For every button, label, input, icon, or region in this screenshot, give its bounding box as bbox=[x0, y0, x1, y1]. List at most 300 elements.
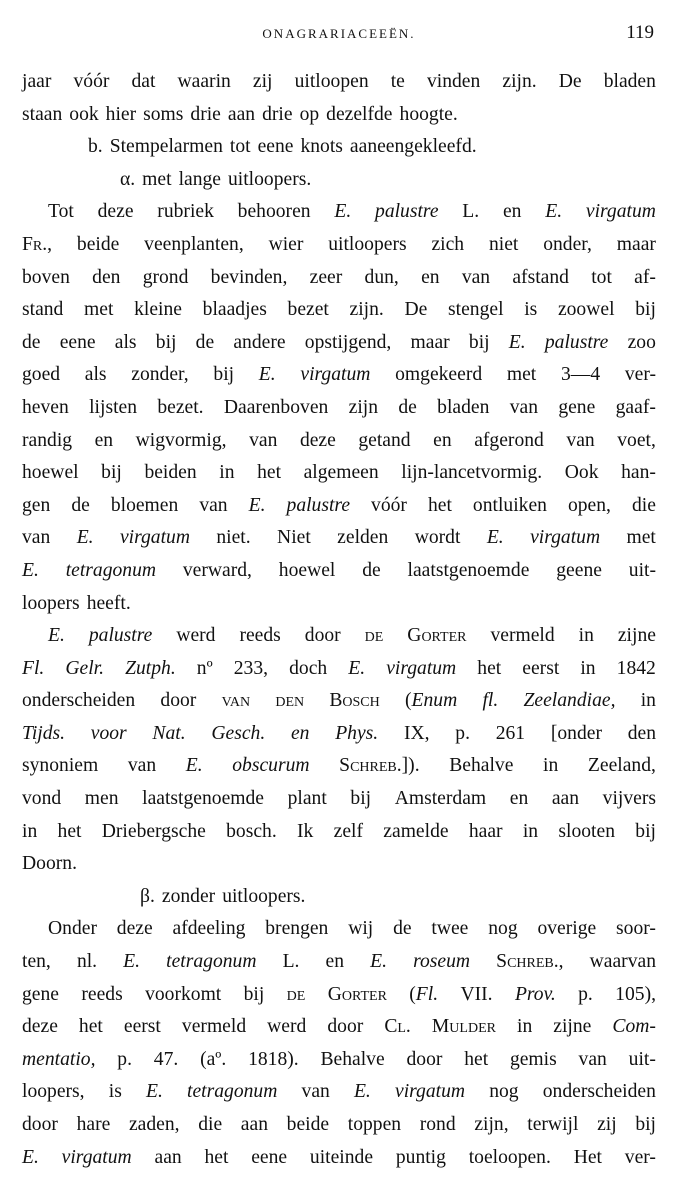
word: bloemen bbox=[110, 494, 179, 516]
word: puntig bbox=[395, 1146, 446, 1168]
word: deze bbox=[97, 201, 134, 223]
word: werd bbox=[267, 1016, 307, 1038]
text-line bbox=[22, 979, 656, 1012]
word: haar bbox=[468, 820, 503, 842]
word: E. bbox=[348, 657, 366, 679]
word: wordt bbox=[414, 527, 461, 549]
word: ook bbox=[69, 103, 99, 125]
word: tot bbox=[591, 266, 612, 288]
word: p. bbox=[455, 722, 470, 744]
word: waarvan bbox=[589, 951, 656, 973]
body-text bbox=[22, 66, 656, 1174]
word: De bbox=[558, 71, 582, 92]
word: kleine bbox=[134, 299, 182, 321]
word: andere bbox=[233, 331, 286, 353]
word: voorkomt bbox=[145, 983, 222, 1005]
word: uitloopers bbox=[328, 233, 407, 255]
word: het bbox=[57, 820, 82, 842]
word: wigvormig, bbox=[135, 429, 227, 451]
word: hoewel bbox=[22, 462, 79, 484]
text-line bbox=[22, 490, 656, 523]
word: uit- bbox=[628, 1048, 656, 1070]
text-line bbox=[22, 164, 656, 197]
word: palustre bbox=[88, 625, 153, 647]
word: het bbox=[427, 494, 452, 516]
word: E. bbox=[545, 201, 563, 223]
text-line bbox=[22, 816, 656, 849]
word: gen bbox=[22, 494, 51, 516]
word: Amsterdam bbox=[394, 788, 487, 810]
word: Gorter bbox=[327, 983, 387, 1005]
word: Gesch. bbox=[211, 722, 266, 744]
word: Ook bbox=[564, 462, 599, 484]
word: open, bbox=[567, 494, 611, 516]
word: loopers, bbox=[22, 1081, 85, 1103]
word: plant bbox=[287, 788, 327, 810]
word: vinden bbox=[426, 71, 481, 92]
word: te bbox=[390, 71, 405, 92]
word: beide bbox=[76, 233, 120, 255]
text-line bbox=[22, 1044, 656, 1077]
word: gemis bbox=[509, 1048, 557, 1070]
word: bezet bbox=[287, 299, 329, 321]
text-line bbox=[22, 327, 656, 360]
word: Com- bbox=[612, 1016, 656, 1038]
text-line bbox=[22, 1076, 656, 1109]
word: wij bbox=[348, 918, 374, 940]
word: wier bbox=[268, 233, 304, 255]
text-line bbox=[22, 881, 656, 914]
word: grond bbox=[142, 266, 189, 288]
word: Doorn. bbox=[22, 853, 77, 875]
word: E. bbox=[145, 1081, 163, 1103]
word: bladen bbox=[603, 71, 656, 92]
word: drie bbox=[190, 103, 221, 125]
word: rond bbox=[419, 1114, 456, 1135]
word: zeer bbox=[309, 266, 343, 288]
word: E. bbox=[185, 755, 203, 777]
word: onderscheiden bbox=[22, 690, 136, 712]
word: omgekeerd bbox=[395, 364, 483, 386]
text-line bbox=[22, 848, 656, 881]
word: zonder bbox=[161, 885, 216, 907]
word: han- bbox=[621, 462, 656, 484]
word: dezelfde bbox=[326, 103, 393, 125]
word: het bbox=[78, 1016, 103, 1038]
word: jaar bbox=[22, 71, 52, 92]
word: Behalve bbox=[320, 1048, 385, 1070]
word: p. bbox=[578, 983, 593, 1005]
word: onderscheiden bbox=[542, 1081, 656, 1103]
word: onder, bbox=[543, 233, 592, 255]
text-line bbox=[22, 653, 656, 686]
word: in bbox=[640, 690, 656, 712]
word: niet. bbox=[216, 527, 251, 549]
word: hier bbox=[105, 103, 137, 125]
text-line bbox=[22, 99, 656, 132]
word: p. bbox=[117, 1048, 132, 1070]
text-line bbox=[22, 294, 656, 327]
word: mentatio, bbox=[22, 1048, 96, 1070]
word: van bbox=[578, 1048, 607, 1070]
text-line bbox=[22, 392, 656, 425]
text-line bbox=[22, 1109, 656, 1142]
word: E. bbox=[486, 527, 504, 549]
word: virgatum bbox=[300, 364, 371, 386]
word: ver- bbox=[624, 1146, 656, 1168]
word: bezet. bbox=[157, 396, 204, 418]
word: van bbox=[127, 755, 157, 777]
word: 1842 bbox=[616, 657, 656, 679]
word: Zeelandiae, bbox=[523, 690, 616, 712]
word: β. bbox=[140, 885, 155, 907]
word: bij bbox=[635, 1114, 656, 1135]
word: Zutph. bbox=[125, 657, 176, 679]
word: stengel bbox=[448, 299, 504, 321]
word: den bbox=[627, 722, 656, 744]
word: Fr., bbox=[22, 233, 53, 255]
word: 105), bbox=[615, 983, 656, 1005]
word: Tijds. bbox=[22, 722, 66, 744]
word: maar bbox=[616, 233, 656, 255]
word: is bbox=[108, 1081, 122, 1103]
word: staan bbox=[22, 103, 63, 125]
word: heven bbox=[22, 396, 69, 418]
word: het bbox=[257, 462, 282, 484]
word: van bbox=[301, 1081, 330, 1103]
word: deze bbox=[299, 429, 336, 451]
word: Schreb., bbox=[496, 951, 564, 973]
word: eerst bbox=[123, 1016, 161, 1038]
word: De bbox=[404, 299, 428, 321]
word: stand bbox=[22, 299, 64, 321]
word: 261 bbox=[495, 722, 526, 744]
word: dun, bbox=[364, 266, 399, 288]
word: van bbox=[199, 494, 228, 516]
word: algemeen bbox=[303, 462, 379, 484]
word: in bbox=[578, 625, 594, 647]
word: zoo bbox=[627, 331, 656, 353]
word: Mulder bbox=[431, 1016, 496, 1038]
word: zijne bbox=[553, 1016, 592, 1038]
word: Gorter bbox=[407, 625, 467, 647]
word: E. bbox=[48, 625, 65, 647]
word: Onder bbox=[48, 918, 97, 940]
text-line bbox=[22, 718, 656, 751]
word: Ik bbox=[297, 820, 314, 842]
word: vóór bbox=[73, 71, 110, 92]
word: eene bbox=[257, 136, 294, 158]
word: E. bbox=[334, 201, 352, 223]
word: laatstgenoemde bbox=[407, 559, 530, 581]
word: zijn bbox=[348, 396, 379, 418]
word: L. bbox=[462, 201, 480, 223]
word: zijn, bbox=[474, 1114, 509, 1135]
page-number: 119 bbox=[626, 22, 654, 43]
word: drie bbox=[262, 103, 293, 125]
word: eene bbox=[251, 1146, 288, 1168]
word: virgatum bbox=[530, 527, 601, 549]
word: eerst bbox=[522, 657, 560, 679]
word: met bbox=[84, 299, 114, 321]
word: aan bbox=[240, 1114, 268, 1135]
word: Nat. bbox=[152, 722, 186, 744]
word: bij bbox=[468, 331, 490, 353]
word: b. bbox=[88, 136, 103, 158]
word: bevinden, bbox=[210, 266, 288, 288]
running-head: ONAGRARIACEEËN. bbox=[262, 26, 416, 41]
text-line bbox=[22, 522, 656, 555]
word: zich bbox=[431, 233, 465, 255]
word: virgatum bbox=[119, 527, 190, 549]
word: rubriek bbox=[157, 201, 214, 223]
word: de bbox=[364, 625, 384, 647]
word: met bbox=[142, 168, 172, 190]
word: 3—4 bbox=[560, 364, 601, 386]
word: Gelr. bbox=[65, 657, 105, 679]
word: zamelde bbox=[383, 820, 449, 842]
word: van bbox=[249, 429, 278, 451]
word: van bbox=[509, 396, 538, 418]
word: bosch. bbox=[226, 820, 277, 842]
word: die bbox=[198, 1114, 223, 1135]
word: lange bbox=[178, 168, 221, 190]
word: zij bbox=[252, 71, 273, 92]
word: tot bbox=[229, 136, 251, 158]
word: en bbox=[290, 722, 310, 744]
word: de bbox=[362, 559, 381, 581]
word: den bbox=[92, 266, 121, 288]
word: bladen bbox=[437, 396, 490, 418]
word: voor bbox=[90, 722, 127, 744]
word: vond bbox=[22, 788, 62, 810]
word: opstijgend, bbox=[304, 331, 392, 353]
word: Stempelarmen bbox=[109, 136, 223, 158]
word: palustre bbox=[544, 331, 609, 353]
word: synoniem bbox=[22, 755, 99, 777]
word: Behalve bbox=[449, 755, 514, 777]
text-line bbox=[22, 946, 656, 979]
word: uitloopers. bbox=[228, 168, 312, 190]
word: doch bbox=[289, 657, 328, 679]
word: nog bbox=[488, 918, 518, 940]
word: maar bbox=[410, 331, 450, 353]
word: slooten bbox=[558, 820, 615, 842]
word: die bbox=[631, 494, 656, 516]
word: het bbox=[464, 1048, 489, 1070]
word: 233, bbox=[233, 657, 269, 679]
word: eene bbox=[59, 331, 96, 353]
word: (aº. bbox=[200, 1048, 227, 1070]
word: palustre bbox=[286, 494, 351, 516]
word: de bbox=[398, 396, 417, 418]
word: E. bbox=[22, 1146, 39, 1168]
word: niet bbox=[488, 233, 519, 255]
word: Bosch bbox=[329, 690, 380, 712]
text-line bbox=[22, 457, 656, 490]
word: lijn-lancetvormig. bbox=[401, 462, 543, 484]
word: bij bbox=[635, 299, 656, 321]
word: gene bbox=[22, 983, 59, 1005]
word: brengen bbox=[265, 918, 329, 940]
word: en bbox=[94, 429, 114, 451]
word: vermeld bbox=[181, 1016, 247, 1038]
word: Phys. bbox=[335, 722, 379, 744]
word: en bbox=[325, 951, 345, 973]
word: tetragonum bbox=[65, 559, 157, 581]
word: boven bbox=[22, 266, 70, 288]
word: Zeeland, bbox=[587, 755, 656, 777]
word: zij bbox=[597, 1114, 617, 1135]
word: zonder, bbox=[131, 364, 189, 386]
word: (Fl. bbox=[409, 983, 439, 1005]
word: heeft. bbox=[86, 592, 131, 614]
page-header bbox=[22, 22, 656, 46]
text-line bbox=[22, 359, 656, 392]
word: [onder bbox=[550, 722, 602, 744]
word: hoewel bbox=[278, 559, 336, 581]
word: zoowel bbox=[557, 299, 615, 321]
text-line bbox=[22, 425, 656, 458]
word: en bbox=[509, 788, 529, 810]
word: af- bbox=[634, 266, 656, 288]
word: het bbox=[204, 1146, 229, 1168]
word: verward, bbox=[182, 559, 252, 581]
text-line bbox=[22, 66, 656, 99]
word: door bbox=[160, 690, 197, 712]
word: met bbox=[506, 364, 537, 386]
word: reeds bbox=[239, 625, 281, 647]
word: dat bbox=[131, 71, 156, 92]
word: door bbox=[304, 625, 341, 647]
word: uitloopen bbox=[294, 71, 369, 92]
word: E. bbox=[370, 951, 388, 973]
word: en bbox=[502, 201, 522, 223]
word: VII. bbox=[460, 983, 493, 1005]
word: uitloopers. bbox=[222, 885, 306, 907]
word: aan bbox=[227, 103, 256, 125]
word: bij bbox=[350, 788, 372, 810]
word: 47. bbox=[153, 1048, 179, 1070]
word: tetragonum bbox=[166, 951, 257, 973]
word: Niet bbox=[277, 527, 311, 549]
word: Tot bbox=[48, 201, 74, 223]
word: virgatum bbox=[395, 1081, 466, 1103]
word: behooren bbox=[237, 201, 311, 223]
word: bij bbox=[243, 983, 265, 1005]
word: in bbox=[22, 820, 38, 842]
word: vóór bbox=[371, 494, 407, 516]
word: nº bbox=[196, 657, 213, 679]
word: aaneengekleefd. bbox=[349, 136, 477, 158]
word: zijne bbox=[617, 625, 656, 647]
word: loopers bbox=[22, 592, 80, 614]
word: 1818). bbox=[248, 1048, 299, 1070]
text-line bbox=[22, 262, 656, 295]
word: knots bbox=[300, 136, 343, 158]
text-line bbox=[22, 555, 656, 588]
word: obscurum bbox=[232, 755, 310, 777]
word: is bbox=[524, 299, 538, 321]
text-line bbox=[22, 588, 656, 621]
word: gene bbox=[558, 396, 596, 418]
word: deze bbox=[22, 1016, 58, 1038]
word: deze bbox=[116, 918, 153, 940]
word: Schreb.]). bbox=[339, 755, 420, 777]
text-line bbox=[22, 620, 656, 653]
word: door bbox=[327, 1016, 364, 1038]
text-line bbox=[22, 1011, 656, 1044]
word: beiden bbox=[144, 462, 197, 484]
word: zijn. bbox=[502, 71, 537, 92]
word: Het bbox=[573, 1146, 602, 1168]
text-line bbox=[22, 750, 656, 783]
word: Prov. bbox=[514, 983, 556, 1005]
word: IX, bbox=[403, 722, 430, 744]
word: zelden bbox=[337, 527, 389, 549]
word: soms bbox=[143, 103, 184, 125]
word: E. bbox=[248, 494, 266, 516]
word: Fl. bbox=[22, 657, 45, 679]
word: E. bbox=[76, 527, 94, 549]
word: toeloopen. bbox=[468, 1146, 551, 1168]
word: bij bbox=[101, 462, 122, 484]
word: nog bbox=[489, 1081, 519, 1103]
word: het bbox=[477, 657, 502, 679]
text-line bbox=[22, 783, 656, 816]
word: soor- bbox=[616, 918, 656, 940]
word: in bbox=[522, 820, 539, 842]
word: (Enum bbox=[405, 690, 458, 712]
word: geene bbox=[556, 559, 602, 581]
word: aan bbox=[154, 1146, 182, 1168]
word: in bbox=[543, 755, 559, 777]
word: de bbox=[22, 331, 41, 353]
word: laatstgenoemde bbox=[142, 788, 265, 810]
word: in bbox=[219, 462, 235, 484]
word: van bbox=[22, 527, 51, 549]
word: men bbox=[84, 788, 119, 810]
word: als bbox=[114, 331, 137, 353]
word: blaadjes bbox=[202, 299, 267, 321]
word: terwijl bbox=[527, 1114, 579, 1135]
text-line bbox=[22, 913, 656, 946]
word: ontluiken bbox=[472, 494, 547, 516]
word: α. bbox=[120, 168, 136, 190]
word: vermeld bbox=[490, 625, 555, 647]
word: bij bbox=[635, 820, 656, 842]
word: getand bbox=[358, 429, 411, 451]
text-line bbox=[22, 196, 656, 229]
word: E. bbox=[353, 1081, 371, 1103]
word: afgerond bbox=[474, 429, 544, 451]
word: bij bbox=[155, 331, 177, 353]
word: met bbox=[626, 527, 656, 549]
word: lijsten bbox=[89, 396, 138, 418]
word: door bbox=[406, 1048, 443, 1070]
word: twee bbox=[431, 918, 469, 940]
word: hare bbox=[76, 1114, 111, 1135]
word: van bbox=[221, 690, 251, 712]
word: E. bbox=[508, 331, 526, 353]
word: afdeeling bbox=[172, 918, 246, 940]
word: van bbox=[461, 266, 491, 288]
word: roseum bbox=[413, 951, 471, 973]
word: reeds bbox=[81, 983, 123, 1005]
word: uiteinde bbox=[309, 1146, 374, 1168]
word: overige bbox=[537, 918, 597, 940]
word: E. bbox=[123, 951, 141, 973]
